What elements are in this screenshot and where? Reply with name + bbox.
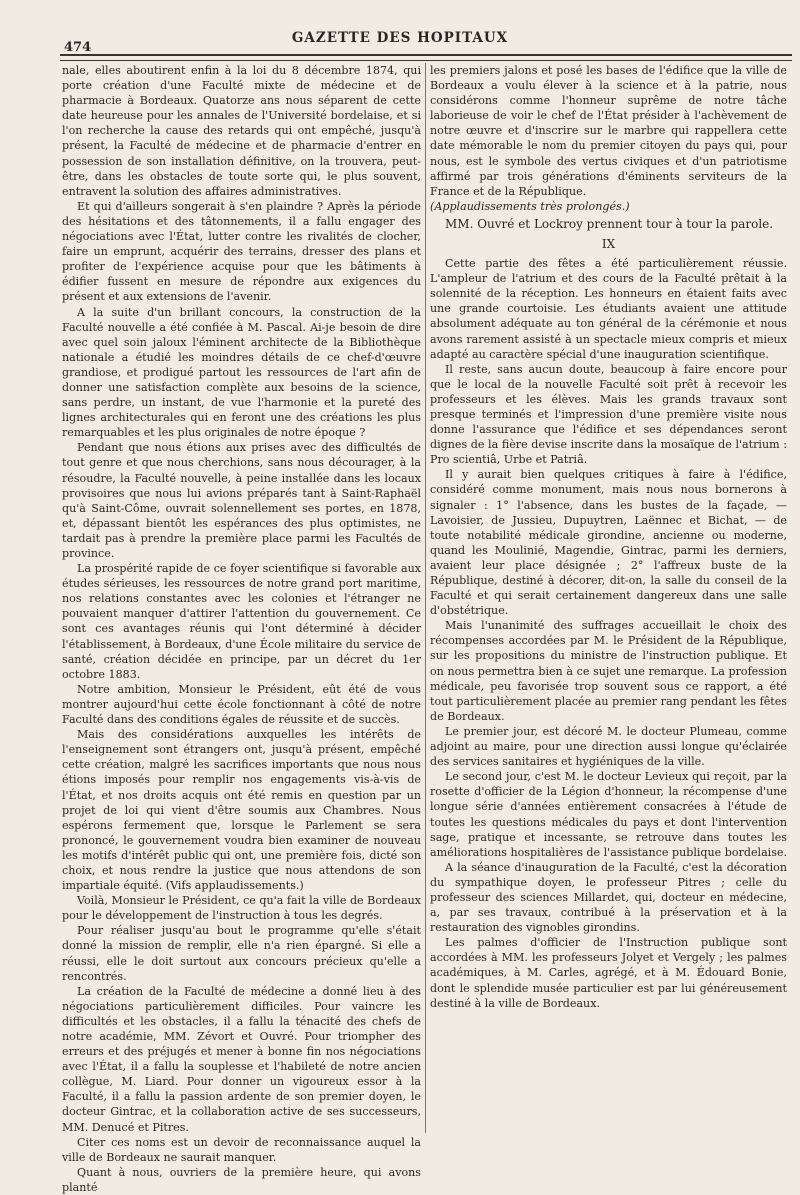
speakers-line: MM. Ouvré et Lockroy prennent tour à tour la parole.	[445, 216, 774, 231]
paragraph: Pour réaliser jusqu'au bout le programme qu'elle s'était donné la mission de remplir, elle n'a rien épargné. Si elle a réussi, elle le doit surtout aux concours précieux qu'elle a rencontrés.	[62, 924, 421, 983]
page-header	[0, 0, 800, 60]
paragraph: Pendant que nous étions aux prises avec des difficultés de tout genre et que nous cherchions, sans nous décourager, à la résoudre, la Faculté nouvelle, à peine installée dans les locaux provisoires que nous lui avions préparés tant à Saint-Raphaël qu'à Saint-Côme, ouvrait solennellement ses portes, en 1878, et, dépassant bientôt les espérances des plus optimistes, ne tardait pas à prendre la première place parmi les Facultés de province.	[62, 441, 421, 560]
paragraph: Notre ambition, Monsieur le Président, eût été de vous montrer aujourd'hui cette école fonctionnant à côté de notre Faculté dans des conditions égales de réussite et de succès.	[62, 682, 421, 727]
paragraph: Voilà, Monsieur le Président, ce qu'a fait la ville de Bordeaux pour le développement de l'instruction à tous les degrés.	[62, 894, 421, 923]
paragraph: La prospérité rapide de ce foyer scientifique si favorable aux études sérieuses, les ressources de notre grand port maritime, nos relations constantes avec les colonies et l'étranger ne pouvaient manquer d'attirer l'attention du gouvernement. Ce sont ces avantages réunis qui l'ont déterminé à décider l'établissement, à Bordeaux, d'une École militaire du service de santé, création décidée en principe, par un décret du 1er octobre 1883.	[62, 562, 421, 681]
paragraph: A la séance d'inauguration de la Faculté, c'est la décoration du sympathique doyen, le professeur Pitres ; celle du professeur des sciences Millardet, qui, docteur en médecine, a, par ses travaux, contribué à la préservation et à la restauration des vignobles girondins.	[430, 860, 787, 935]
paragraph: Mais l'unanimité des suffrages accueillait le choix des récompenses accordées par M. le Président de la République, sur les propositions du ministre de l'instruction publique. Et on nous permettra bien à ce sujet une remarque. La profession médicale, peu favorisée trop souvent sous ce rapport, a été tout particulièrement placée au premier rang pendant les fêtes de Bordeaux.	[430, 619, 787, 723]
paragraph: A la suite d'un brillant concours, la construction de la Faculté nouvelle a été confiée à M. Pascal. Ai-je besoin de dire avec quel soin jaloux l'éminent architecte de la Bibliothèque nationale a étudié les moindres détails de ce chef-d'œuvre grandiose, et prodigué partout les ressources de l'art afin de donner une satisfaction complète aux besoins de la science, sans perdre, un instant, de vue l'harmonie et la pureté des lignes architecturales qui en feront une des créations les plus remarquables et les plus originales de notre époque ?	[62, 305, 421, 440]
paragraph: Et qui d'ailleurs songerait à s'en plaindre ? Après la période des hésitations et des tâtonnements, il a fallu engager des négociations avec l'État, lutter contre les rivalités de clocher, faire un emprunt, acquérir des terrains, dresser des plans et profiter de l'expérience acquise pour que les bâtiments à édifier fussent en mesure de répondre aux exigences du présent et aux extensions de l'avenir.	[62, 199, 421, 304]
column-divider	[425, 63, 426, 1133]
paragraph: Cette partie des fêtes a été particulièrement réussie. L'ampleur de l'atrium et des cours de la Faculté prêtait à la solennité de la réception. Les honneurs en étaient faits avec une grande courtoisie. Les étudiants avaient une attitude absolument adéquate au ton général de la cérémonie et nous avons rarement assisté à un spectacle mieux compris et mieux adapté au caractère spécial d'une inauguration scientifique.	[430, 257, 787, 361]
paragraph: Mais des considérations auxquelles les intérêts de l'enseignement sont étrangers ont, jusqu'à présent, empêché cette création, malgré les sacrifices importants que nous nous étions imposés pour remplir nos engagements vis-à-vis de l'État, et nos droits acquis ont été remis en question par un projet de loi qui vient d'être soumis aux Chambres. Nous espérons fermement que, lorsque le Parlement se sera prononcé, le gouvernement voudra bien examiner de nouveau les motifs d'intérêt public qui ont, une première fois, dicté son choix, et nous rendre la justice que nous attendons de son impartiale équité. (Vifs applaudissements.)	[62, 728, 421, 893]
paragraph: nale, elles aboutirent enfin à la loi du 8 décembre 1874, qui porte création d'une Faculté mixte de médecine et de pharmacie à Bordeaux. Quatorze ans nous séparent de cette date heureuse pour les annales de l'Université bordelaise, et si l'on recherche la cause des retards qui ont empêché, jusqu'à présent, la Faculté de médecine et de pharmacie d'entrer en possession de son installation définitive, on la trouvera, peut-être, dans les obstacles de toute sorte qui, le plus souvent, entravent la solution des affaires administratives.	[62, 64, 421, 198]
paragraph: Il reste, sans aucun doute, beaucoup à faire encore pour que le local de la nouvelle Faculté soit prêt à recevoir les professeurs et les élèves. Mais les grands travaux sont presque terminés et l'impression d'une première visite nous donne l'assurance que l'édifice et ses dépendances seront dignes de la fière devise inscrite dans la mosaïque de l'atrium : Pro scientiâ, Urbe et Patriâ.	[430, 362, 787, 467]
paragraph: Les palmes d'officier de l'Instruction publique sont accordées à MM. les professeurs Jolyet et Vergely ; les palmes académiques, à M. Carles, agrégé, et à M. Édouard Bonie, dont le splendide musée particulier est par lui généreusement destiné à la ville de Bordeaux.	[430, 936, 787, 1010]
applause-note: (Applaudissements très prolongés.)	[430, 199, 630, 213]
journal-title: GAZETTE DES HOPITAUX	[291, 30, 509, 46]
section-number: IX	[601, 236, 616, 251]
paragraph: Citer ces noms est un devoir de reconnaissance auquel la ville de Bordeaux ne saurait manquer.	[62, 1135, 421, 1164]
paragraph: La création de la Faculté de médecine a donné lieu à des négociations particulièrement difficiles. Pour vaincre les difficultés et les obstacles, il a fallu la ténacité des chefs de notre académie, MM. Zévort et Ouvré. Pour triompher des erreurs et des préjugés et mener à bonne fin nos négociations avec l'État, il a fallu la souplesse et l'habileté de notre ancien collègue, M. Liard. Pour donner un vigoureux essor à la Faculté, il a fallu la passion ardente de son premier doyen, le docteur Gintrac, et la collaboration active de ses successeurs, MM. Denucé et Pitres.	[62, 984, 421, 1134]
right-column	[430, 63, 787, 1163]
header-rule-thick	[60, 54, 792, 56]
paragraph: Il y aurait bien quelques critiques à faire à l'édifice, considéré comme monument, mais nous nous bornerons à signaler : 1° l'absence, dans les bustes de la façade, — Lavoisier, de Jussieu, Dupuytren, Laënnec et Bichat, — de toute notabilité médicale girondine, ancienne ou moderne, quand les Moulinié, Magendie, Gintrac, parmi les derniers, avaient leur place désignée ; 2° l'affreux buste de la République, destiné à décorer, dit-on, la salle du conseil de la Faculté et qui serait certainement dangereux dans une salle d'obstétrique.	[430, 468, 787, 618]
paragraph: Le premier jour, est décoré M. le docteur Plumeau, comme adjoint au maire, pour une direction aussi longue qu'éclairée des services sanitaires et hygiéniques de la ville.	[430, 724, 787, 769]
left-column	[62, 63, 421, 1194]
paragraph: Quant à nous, ouvriers de la première heure, qui avons planté	[62, 1165, 421, 1194]
page-number: 474	[64, 40, 92, 55]
header-rule-thin	[60, 60, 792, 61]
paragraph: Le second jour, c'est M. le docteur Levieux qui reçoit, par la rosette d'officier de la Légion d'honneur, la récompense d'une longue série d'années entièrement consacrées à l'étude de toutes les questions médicales du pays et dont l'intervention sage, pratique et incessante, se retrouve dans toutes les améliorations hospitalières de l'assistance publique bordelaise.	[430, 770, 788, 859]
paragraph: les premiers jalons et posé les bases de l'édifice que la ville de Bordeaux a voulu élever à la science et à la patrie, nous considérons comme l'honneur suprême de notre tâche laborieuse de voir le chef de l'État présider à l'achèvement de notre œuvre et d'inscrire sur le marbre qui rappellera cette date mémorable le nom du premier citoyen du pays qui, pour nous, est le symbole des vertus civiques et d'un patriotisme affirmé par trois générations d'éminents serviteurs de la France et de la République.	[430, 64, 787, 198]
